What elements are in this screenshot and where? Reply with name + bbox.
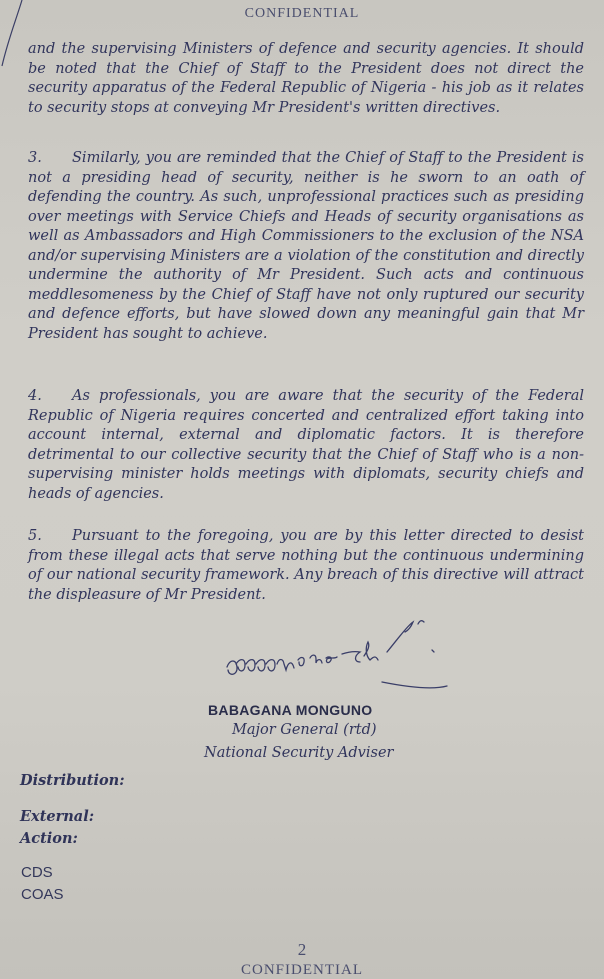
signatory-rank: Major General (rtd) <box>232 722 377 738</box>
action-label: Action: <box>20 830 78 847</box>
distribution-heading: Distribution: <box>20 772 125 789</box>
paragraph-number: 4. <box>28 388 42 404</box>
handwritten-signature <box>222 612 452 712</box>
paragraph-5 <box>28 527 584 605</box>
paragraph-text: Similarly, you are reminded that the Chief of Staff to the President is not a presiding head of security, neither is he sworn to an oath of defending the country. As such, unprofessional practices such as presiding over meetings with Service Chiefs and Heads of security organisations as well as Ambassadors and High Commissioners to the exclusion of the NSA and/or supervising Ministers are a violation of the constitution and directly undermine the authority of Mr President. Such acts and continuous meddlesomeness by the Chief of Staff have not only ruptured our security and defence efforts, but have slowed down any meaningful gain that Mr President has sought to achieve. <box>28 150 584 342</box>
recipient-cds: CDS <box>21 864 53 881</box>
header-confidential: CONFIDENTIAL <box>244 6 360 21</box>
paragraph-text: As professionals, you are aware that the security of the Federal Republic of Nigeria requires concerted and centralized effort taking into account internal, external and diplomatic factors. It is therefore detrimental to our collective security that the Chief of Staff who is a non-supervising minister holds meetings with diplomats, security chiefs and heads of agencies. <box>28 388 584 502</box>
external-label: External: <box>20 808 95 825</box>
paragraph-number: 5. <box>28 528 42 544</box>
paragraph-4 <box>28 387 584 504</box>
paragraph-text: Pursuant to the foregoing, you are by this letter directed to desist from these illegal acts that serve nothing but the continuous undermining of our national security framework. Any breach of this directive will attract the displeasure of Mr President. <box>28 528 584 603</box>
signatory-name: BABAGANA MONGUNO <box>208 702 373 718</box>
paragraph-number: 3. <box>28 150 42 166</box>
paragraph-3 <box>28 149 584 344</box>
page-number: 2 <box>297 940 307 959</box>
signatory-title: National Security Adviser <box>204 745 394 761</box>
paragraph-continued <box>28 40 584 118</box>
footer-confidential: CONFIDENTIAL <box>241 962 363 978</box>
paragraph-text: and the supervising Ministers of defence and security agencies. It should be noted that the Chief of Staff to the President does not direct the security apparatus of the Federal Republic of Nigeria - his job as it relates to security stops at conveying Mr President's written directives. <box>28 41 584 116</box>
recipient-coas: COAS <box>21 886 64 903</box>
